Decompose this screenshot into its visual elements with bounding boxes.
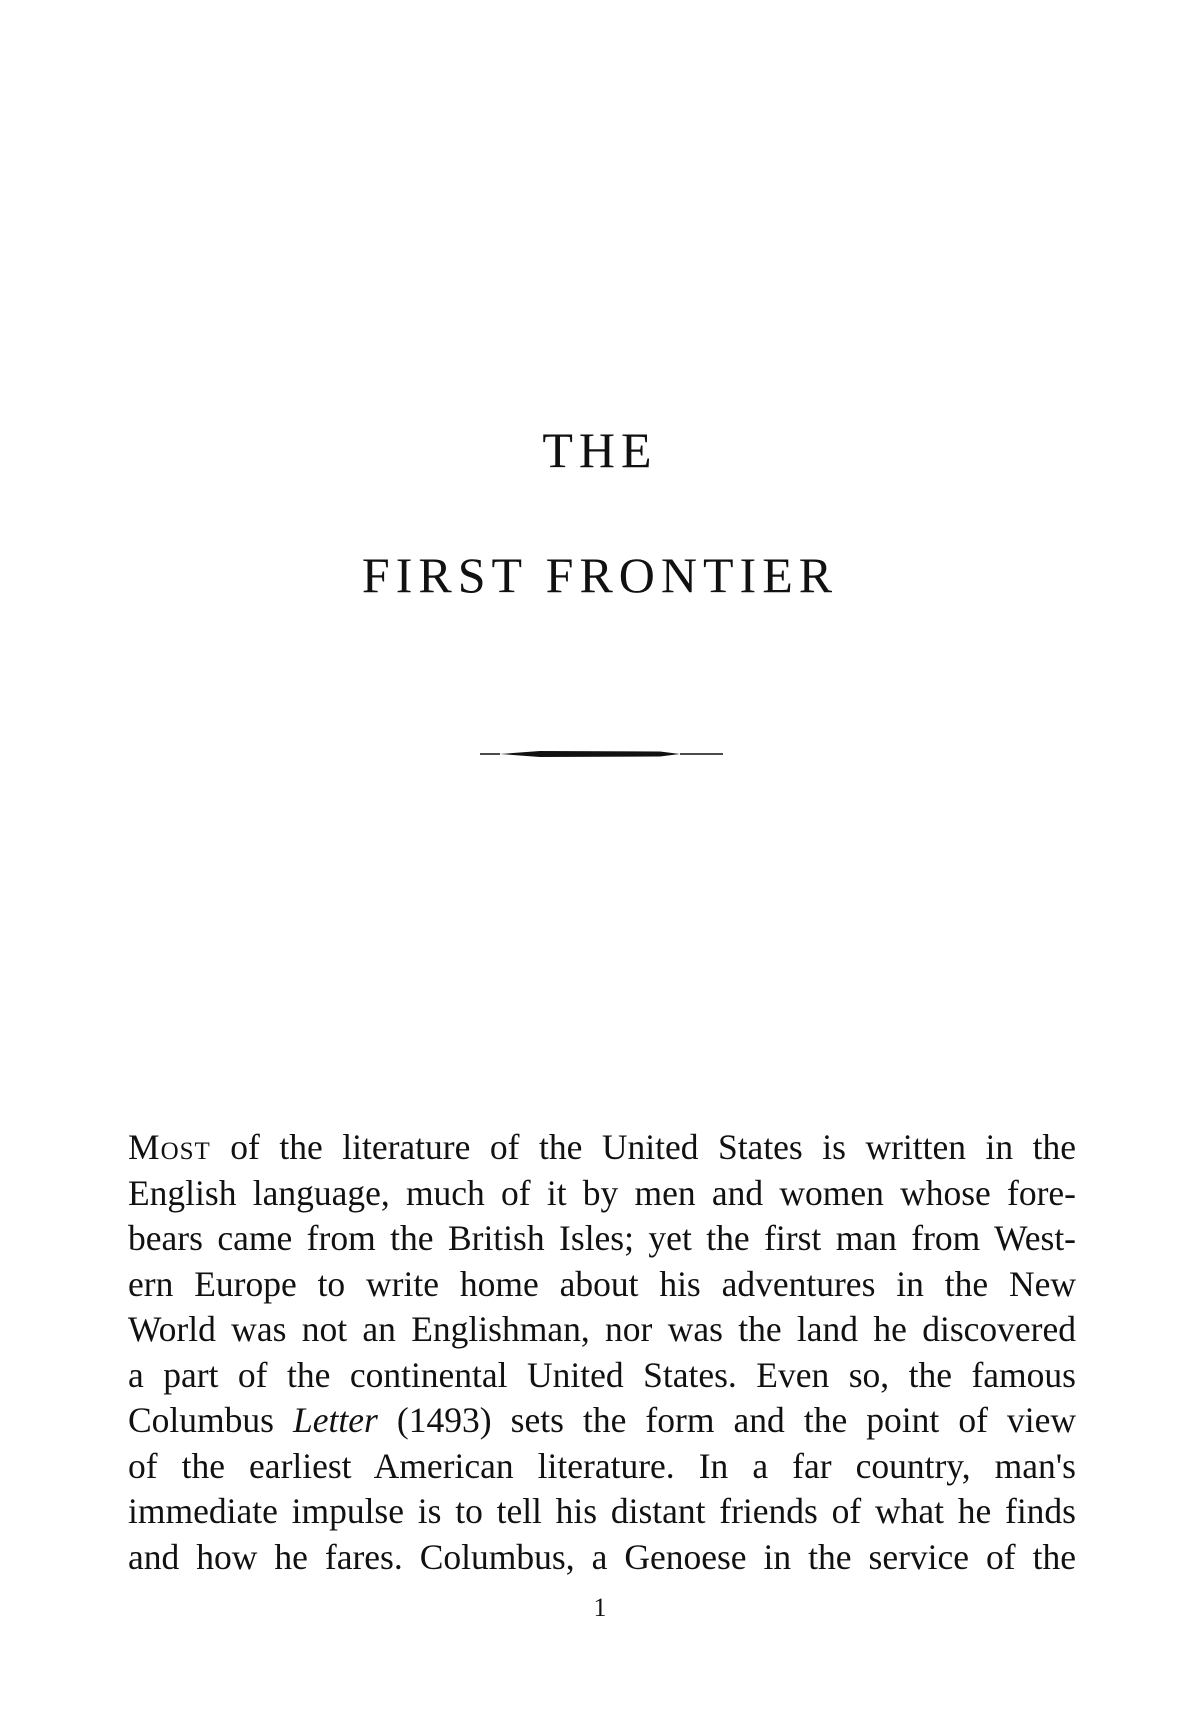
body-paragraph	[128, 1125, 1076, 1580]
body-line-3: bears came from the British Isles; yet the first man from West-	[128, 1218, 1076, 1258]
body-line-5: World was not an Englishman, nor was the land he discovered	[128, 1309, 1076, 1349]
body-line-4: ern Europe to write home about his adventures in the New	[128, 1263, 1076, 1304]
letter-title-italic: Letter	[293, 1400, 378, 1440]
body-line-7	[128, 1398, 1076, 1444]
ornament-rule	[480, 748, 723, 760]
body-line-7-after: (1493) sets the form and the point of view	[377, 1400, 1076, 1440]
body-line-9: immediate impulse is to tell his distant friends of what he finds	[128, 1491, 1076, 1531]
page-number: 1	[593, 1593, 607, 1622]
body-line-2: English language, much of it by men and women whose fore-	[128, 1172, 1076, 1213]
body-line-1	[128, 1125, 1076, 1171]
body-line-6: a part of the continental United States. Even so, the famous	[128, 1354, 1076, 1395]
body-line-10: and how he fares. Columbus, a Genoese in the service of the	[128, 1536, 1076, 1577]
body-line-1-text: of the literature of the United States is written in the	[210, 1127, 1076, 1167]
body-line-7-before: Columbus	[128, 1400, 294, 1440]
lead-word: Most	[128, 1127, 211, 1167]
chapter-title-line-2: FIRST FRONTIER	[361, 547, 839, 603]
body-line-8: of the earliest American literature. In a far country, man's	[128, 1445, 1076, 1486]
chapter-title-line-1: THE	[542, 422, 658, 478]
